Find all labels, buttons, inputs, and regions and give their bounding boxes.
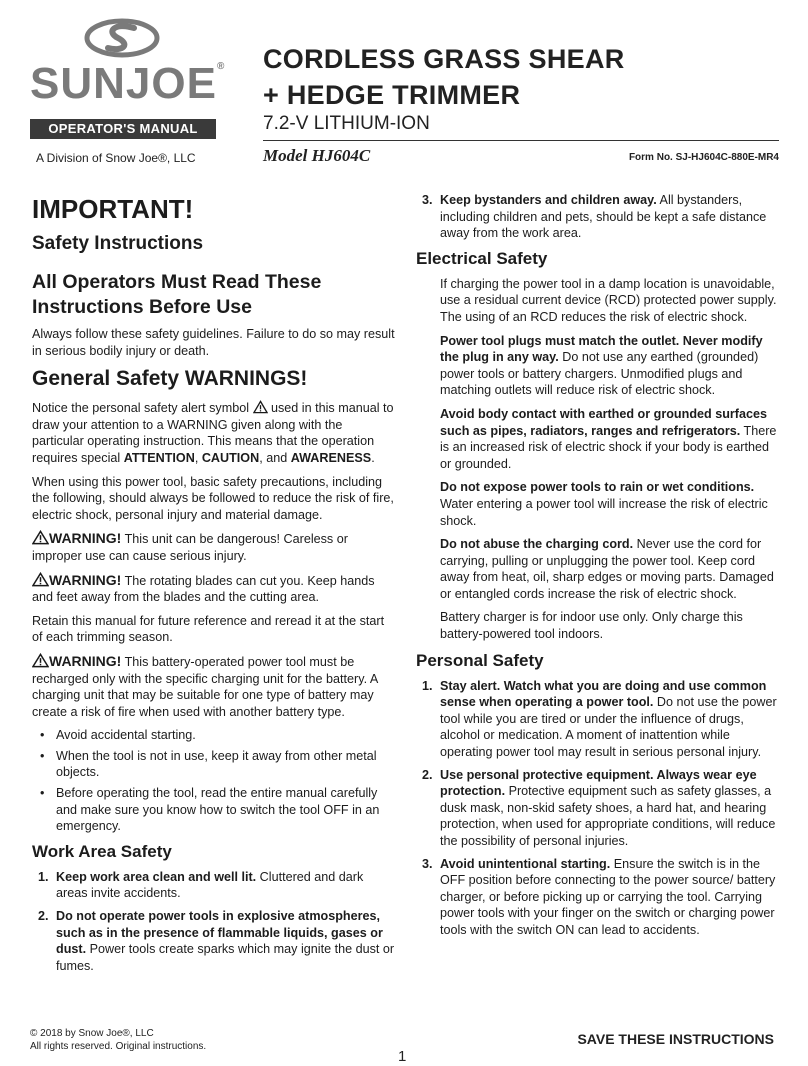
product-title-line2: + HEDGE TRIMMER [263,80,521,110]
electrical-paragraph: If charging the power tool in a damp location is unavoidable, use a residual current device (RCD) protected power supply. The using of an RCD reduces the risk of electric shock. [440,276,777,324]
electrical-item: Avoid body contact with earthed or grounded surfaces such as pipes, radiators, ranges and refrigerators. There is an increased risk of electric shock if your body is earthed or grounded. [440,406,777,471]
work-area-list-continued [416,192,778,242]
list-item: 3. Avoid unintentional starting. Ensure the switch is in the OFF position before connecting to the power source/ battery charger, or before picking up or carrying the tool. Carrying power tools with your finger on the switch or charging power tools with the switch ON can lead to accidents. [422,856,776,937]
when-using-paragraph: When using this power tool, basic safety precautions, including the following, should always be followed to reduce the risk of fire, electric shock, personal injury and material damage. [32,474,394,522]
electrical-item: Do not expose power tools to rain or wet conditions. Water entering a power tool will increase the risk of electric shock. [440,480,768,528]
rights-text: All rights reserved. Original instructions. [30,1041,207,1052]
general-warnings-heading: General Safety WARNINGS! [32,367,308,391]
brand-logo-text: SUNJOE® [30,59,226,108]
warning-triangle-icon [32,530,49,545]
electrical-paragraph: Battery charger is for indoor use only. Only charge this battery-powered tool indoors. [440,610,743,642]
electrical-item: Do not abuse the charging cord. Never use the cord for carrying, pulling or unplugging the power tool. Keep cord away from heat, oil, sharp edges or moving parts. Damaged or entangled cords increase the risk of electric shock. [440,537,774,601]
copyright-text: © 2018 by Snow Joe®, LLC [30,1028,154,1039]
electrical-item: Power tool plugs must match the outlet. Never modify the plug in any way. Do not use any earthed (grounded) power tools or battery chargers. Unmodified plugs and matching outlets will reduce risk of electric shock. [440,333,763,398]
product-subtitle: 7.2-V LITHIUM-ION [263,113,430,134]
bullet-list [32,727,396,835]
list-item: 1. Stay alert. Watch what you are doing and use common sense when operating a power tool. Do not use the power tool while you are tired or under the influence of drugs, alcohol or medication. A moment of inattention while operating power tool may result in serious personal injury. [422,678,777,760]
warning-2: WARNING! The rotating blades can cut you. Keep hands and feet away from the blades and the cutting area. [32,571,375,605]
header-divider [263,140,779,141]
left-column [32,194,396,980]
list-item: 2. Do not operate power tools in explosive atmospheres, such as in the presence of flammable liquids, gases or dust. Power tools create sparks which may ignite the dust or fumes. [38,909,395,973]
work-area-list [32,869,396,975]
personal-safety-heading: Personal Safety [416,650,544,670]
list-item: • Before operating the tool, read the entire manual carefully and make sure you know how to switch the tool OFF in an emergency. [40,786,380,834]
list-item: • When the tool is not in use, keep it away from other metal objects. [40,748,377,780]
always-follow-text: Always follow these safety guidelines. Failure to do so may result in serious bodily injury or death. [32,327,395,358]
warning-triangle-icon [32,572,49,587]
list-item: 2. Use personal protective equipment. Always wear eye protection. Protective equipment such as safety glasses, a dusk mask, non-skid safety shoes, a hard hat, and hearing protection, when used for appropriate conditions, will reduce the possibility of personal injuries. [422,767,776,848]
electrical-section [416,276,778,643]
safety-instructions-heading: Safety Instructions [32,233,204,254]
product-title-line1: CORDLESS GRASS SHEAR [263,44,625,74]
electrical-safety-heading: Electrical Safety [416,248,548,268]
list-item: 3. Keep bystanders and children away. All bystanders, including children and pets, should be kept a safe distance away from the work area. [422,193,767,241]
model-number: Model HJ604C [263,146,371,165]
right-column [416,192,778,945]
important-heading: IMPORTANT! [32,194,194,224]
operators-manual-label: OPERATOR'S MANUAL [30,119,216,139]
warning-triangle-icon [253,400,268,414]
page-number: 1 [398,1048,407,1065]
list-item: 1. Keep work area clean and well lit. Cluttered and dark areas invite accidents. [38,869,364,901]
all-operators-heading: All Operators Must Read These Instructions Before Use [32,271,322,318]
warning-3: WARNING! This battery-operated power tool must be recharged only with the specific charging unit for the battery. A charging unit that may be suitable for one type of battery may create a risk of fire when used with another battery type. [32,652,378,719]
personal-safety-list [416,678,778,939]
work-area-heading: Work Area Safety [32,841,172,861]
retain-paragraph: Retain this manual for future reference and reread it at the start of each trimming season. [32,613,385,645]
sunjoe-logo-mark [84,18,160,58]
list-item: • Avoid accidental starting. [40,728,196,743]
division-text: A Division of Snow Joe®, LLC [36,151,196,165]
form-number: Form No. SJ-HJ604C-880E-MR4 [628,152,779,163]
warning-triangle-icon [32,653,49,668]
save-instructions-text: SAVE THESE INSTRUCTIONS [577,1031,774,1047]
notice-paragraph: Notice the personal safety alert symbol used in this manual to draw your attention to a WARNING given along with the particular operating instruction. This means that the operation requires special ATTENTION, CAUTION, and AWARENESS. [32,401,394,465]
warning-1: WARNING! This unit can be dangerous! Careless or improper use can cause serious injury. [32,530,348,563]
